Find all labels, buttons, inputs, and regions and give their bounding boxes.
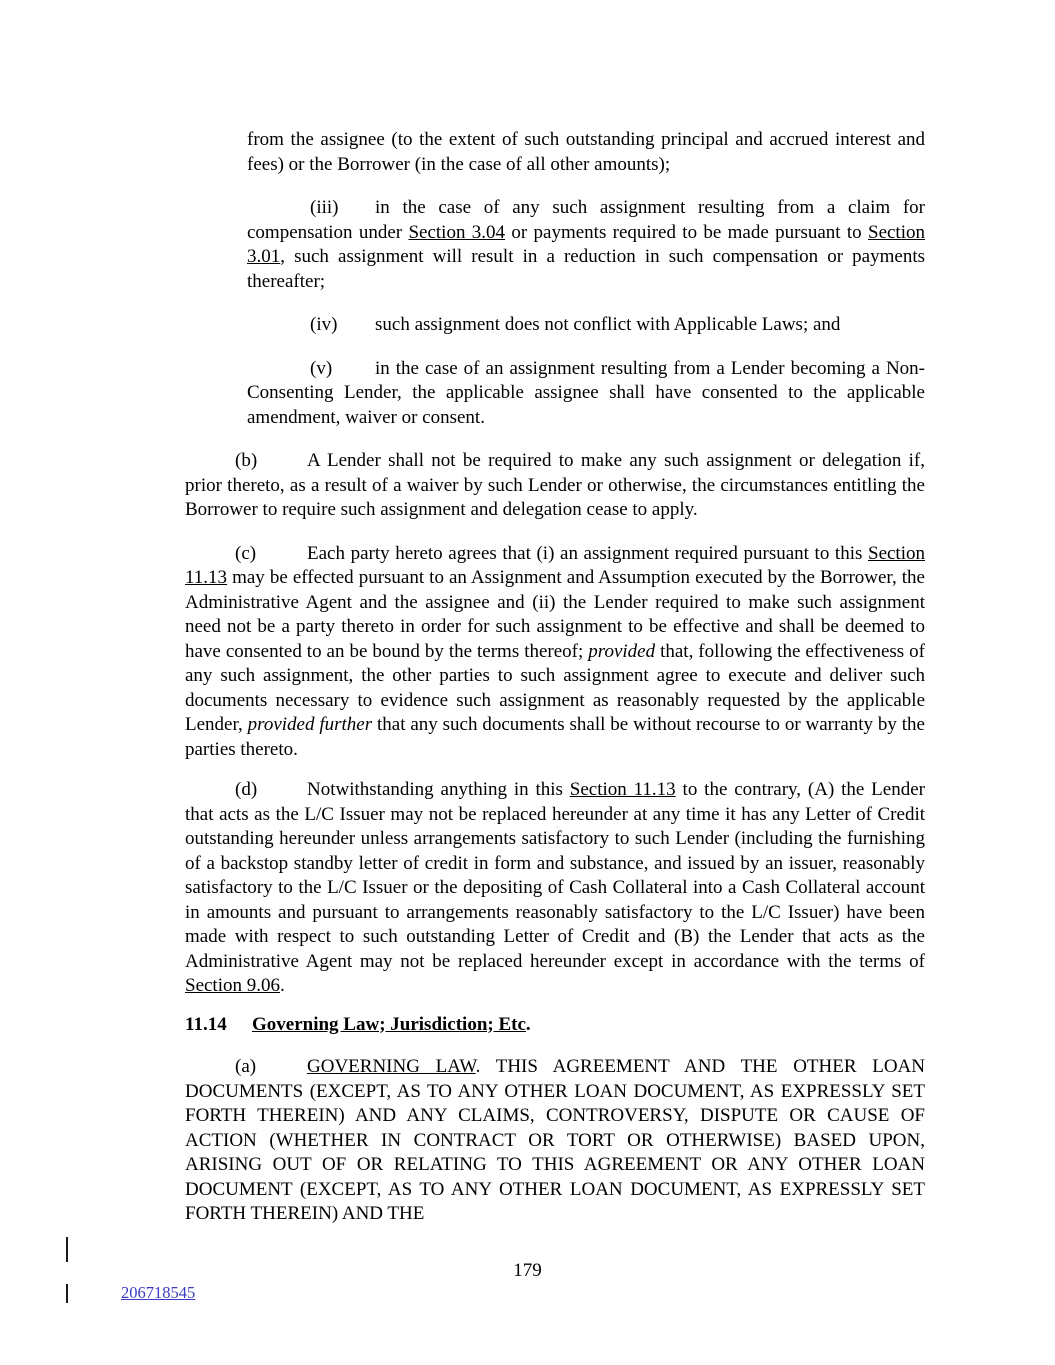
- governing-law-caption: GOVERNING LAW: [307, 1056, 476, 1077]
- paragraph-label: (c): [235, 542, 257, 564]
- paragraph-text: in the case of any such assignment resulting from a claim for compensation under: [247, 197, 925, 243]
- italic-provided: provided: [588, 640, 656, 662]
- section-title: Governing Law; Jurisdiction; Etc: [252, 1013, 526, 1035]
- section-heading-11-14: [185, 1013, 925, 1038]
- paragraph-text: Each party hereto agrees that (i) an assignment required pursuant to this: [307, 542, 868, 564]
- paragraph-d: [185, 778, 925, 999]
- clause-iv: [247, 313, 925, 338]
- paragraph-text: .: [280, 975, 285, 996]
- section-title-period: .: [525, 1013, 531, 1035]
- revision-change-bar: [66, 1284, 68, 1303]
- paragraph-text: , such assignment will result in a reduction in such compensation or payments thereafter;: [247, 246, 925, 292]
- section-ref-9-06: Section 9.06: [185, 975, 280, 996]
- paragraph-continuation: [247, 128, 925, 177]
- clause-label: (iii): [310, 197, 339, 218]
- italic-provided-further: provided further: [247, 714, 373, 735]
- document-body: [185, 128, 925, 1246]
- section-number: 11.14: [185, 1013, 227, 1035]
- section-ref-11-13: Section 11.13: [569, 779, 676, 800]
- paragraph-text: or payments required to be made pursuant to: [505, 221, 868, 243]
- section-ref-3-01: Section 3.01: [247, 221, 925, 267]
- paragraph-text: such assignment does not conflict with Applicable Laws; and: [375, 314, 841, 335]
- paragraph-text: to the contrary, (A) the Lender that acts as the L/C Issuer may not be replaced hereunder at any time it has any Letter of Credit outstanding hereunder unless arrangements satisfactory to such Lender (including the furnishing of a backstop standby letter of credit in form and substance, and issued by an issuer, reasonably satisfactory to the L/C Issuer or the depositing of Cash Collateral into a Cash Collateral account in amounts and pursuant to arrangements reasonably satisfactory to the L/C Issuer) have been made with respect to such outstanding Letter of Credit and (B) the Lender that acts as the Administrative Agent may not be replaced hereunder except in accordance with the terms of: [185, 779, 925, 972]
- paragraph-text: that, following the effectiveness of any such assignment, the other parties to such assignment agree to execute and deliver such documents necessary to evidence such assignment as reasonably requested by the applicable Lender,: [185, 640, 925, 735]
- paragraph-a-governing-law: [185, 1055, 925, 1227]
- section-ref-3-04: Section 3.04: [408, 221, 506, 243]
- paragraph-text: Notwithstanding anything in this: [307, 779, 570, 800]
- clause-label: (iv): [310, 314, 338, 335]
- paragraph-text: in the case of an assignment resulting from a Lender becoming a Non-Consenting Lender, the applicable assignee shall have consented to the applicable amendment, waiver or consent.: [247, 357, 925, 428]
- paragraph-label: (d): [235, 779, 258, 800]
- paragraph-text: A Lender shall not be required to make any such assignment or delegation if, prior thereto, as a result of a waiver by such Lender or otherwise, the circumstances entitling the Borrower to require such assignment and delegation cease to apply.: [185, 450, 925, 520]
- paragraph-label: (b): [235, 450, 258, 471]
- clause-iii: [247, 196, 925, 294]
- paragraph-b: [185, 449, 925, 523]
- paragraph-c: [185, 542, 925, 763]
- paragraph-label: (a): [235, 1056, 257, 1077]
- paragraph-text: from the assignee (to the extent of such outstanding principal and accrued interest and fees) or the Borrower (in the case of all other amounts);: [247, 129, 925, 175]
- section-ref-11-13: Section 11.13: [185, 542, 925, 588]
- footer-document-number-link[interactable]: 206718545: [121, 1283, 196, 1302]
- page-number: 179: [513, 1260, 542, 1281]
- clause-v: [247, 357, 925, 431]
- clause-label: (v): [310, 357, 333, 379]
- paragraph-text: may be effected pursuant to an Assignment and Assumption executed by the Borrower, the Administrative Agent and the assignee and (ii) the Lender required to make such assignment need not be a party thereto in order for such assignment to be effective and shall be deemed to have consented to an be bound by the terms thereof;: [185, 567, 925, 662]
- paragraph-text: . THIS AGREEMENT AND THE OTHER LOAN DOCUMENTS (EXCEPT, AS TO ANY OTHER LOAN DOCUMENT, AS EXPRESSLY SET FORTH THEREIN) AND ANY CLAIMS, CONTROVERSY, DISPUTE OR CAUSE OF ACTION (WHETHER IN CONTRACT OR TORT OR OTHERWISE) BASED UPON, ARISING OUT OF OR RELATING TO THIS AGREEMENT OR ANY OTHER LOAN DOCUMENT (EXCEPT, AS TO ANY OTHER LOAN DOCUMENT, AS EXPRESSLY SET FORTH THEREIN) AND THE: [185, 1056, 925, 1224]
- paragraph-text: that any such documents shall be without recourse to or warranty by the parties thereto.: [185, 714, 925, 760]
